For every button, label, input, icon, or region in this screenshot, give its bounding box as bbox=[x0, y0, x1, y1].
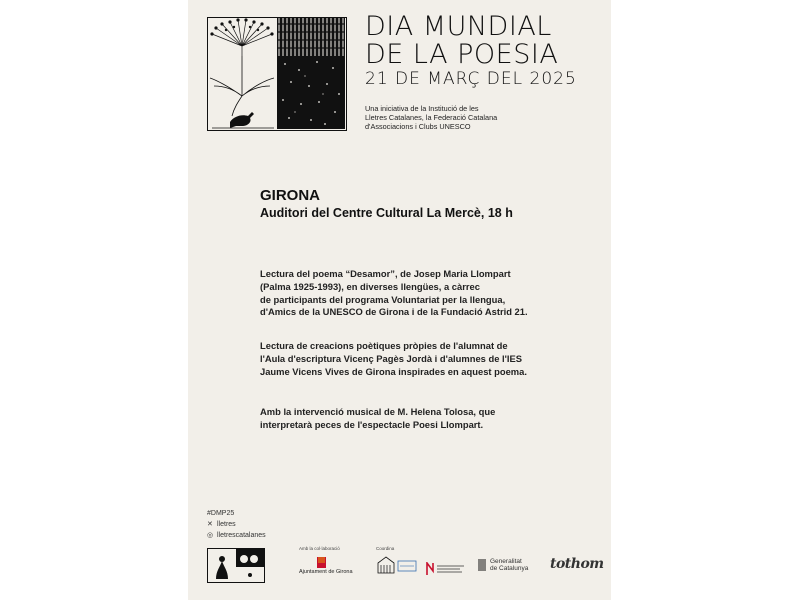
paragraph-line: Amb la intervenció musical de M. Helena Tolosa, que bbox=[260, 406, 496, 417]
dandelion-illustration bbox=[208, 18, 277, 56]
instagram-icon: ◎ bbox=[207, 532, 214, 539]
sponsor-label: Coordina bbox=[376, 546, 395, 551]
sponsor-unesco bbox=[376, 546, 418, 575]
generalitat-line-2: de Catalunya bbox=[490, 565, 529, 572]
x-link[interactable] bbox=[207, 519, 266, 530]
initiative-line: d'Associacions i Clubs UNESCO bbox=[365, 122, 471, 131]
sponsor-label: Amb la col·laboració bbox=[299, 546, 340, 551]
social-links bbox=[207, 508, 266, 541]
unesco-logo-icon bbox=[376, 555, 418, 575]
starry-night bbox=[277, 56, 345, 129]
venue-block bbox=[260, 187, 513, 220]
paragraph-music bbox=[260, 406, 495, 432]
title-line-1: DIA MUNDIAL bbox=[365, 11, 552, 42]
title-line-2: DE LA POESIA bbox=[365, 39, 559, 70]
x-handle: lletres bbox=[217, 521, 236, 528]
paragraph-line: Lectura de creacions poètiques pròpies de l'alumnat de bbox=[260, 340, 508, 351]
ajuntament-name: Ajuntament de Girona bbox=[299, 569, 353, 575]
paragraph-line: Jaume Vicens Vives de Girona inspirades en aquest poema. bbox=[260, 365, 527, 377]
sponsor-ajuntament bbox=[299, 546, 353, 575]
tothom-logo: tothom bbox=[550, 556, 604, 572]
paragraph-line: d'Amics de la UNESCO de Girona i de la Fundació Astrid 21. bbox=[260, 306, 528, 318]
event-title bbox=[365, 13, 577, 88]
foundation-logo-icon bbox=[426, 562, 466, 576]
bird-icon bbox=[230, 112, 254, 128]
hashtag-text: #DMP25 bbox=[207, 510, 235, 517]
generalitat-line-1: Generalitat bbox=[490, 558, 522, 565]
paragraph-creations bbox=[260, 340, 527, 378]
mini-poetry-logo bbox=[207, 548, 265, 583]
initiative-text bbox=[365, 104, 497, 131]
woven-pattern bbox=[277, 18, 345, 56]
dandelion-stem-bird bbox=[208, 56, 277, 129]
paragraph-line: (Palma 1925-1993), en diverses llengües, a càrrec bbox=[260, 280, 480, 292]
generalitat-logo-icon bbox=[478, 558, 487, 572]
venue-place: Auditori del Centre Cultural La Mercè, 18 h bbox=[260, 206, 513, 220]
x-icon: ✕ bbox=[207, 521, 213, 528]
paragraph-line: de participants del programa Voluntariat per la llengua, bbox=[260, 293, 506, 305]
sponsor-generalitat bbox=[478, 558, 528, 572]
poetry-day-logo bbox=[207, 17, 347, 131]
sponsor-tothom bbox=[550, 556, 604, 572]
sponsor-fundacio bbox=[426, 562, 466, 578]
initiative-line: Lletres Catalanes, la Federació Catalana bbox=[365, 113, 498, 122]
paragraph-line: l'Aula d'escriptura Vicenç Pagès Jordà i d'alumnes de l'IES bbox=[260, 352, 522, 364]
paragraph-line: Lectura del poema “Desamor”, de Josep Maria Llompart bbox=[260, 268, 511, 279]
city-heading: GIRONA bbox=[260, 187, 320, 204]
ajuntament-shield-icon bbox=[299, 557, 345, 569]
hashtag bbox=[207, 508, 266, 519]
instagram-link[interactable] bbox=[207, 530, 266, 541]
poster bbox=[188, 0, 611, 600]
paragraph-line: interpretarà peces de l'espectacle Poesi Llompart. bbox=[260, 418, 484, 430]
initiative-line: Una iniciativa de la Institució de les bbox=[365, 104, 479, 113]
instagram-handle: lletrescatalanes bbox=[217, 532, 266, 539]
event-date: 21 DE MARÇ DEL 2025 bbox=[365, 69, 577, 89]
paragraph-reading bbox=[260, 268, 528, 319]
